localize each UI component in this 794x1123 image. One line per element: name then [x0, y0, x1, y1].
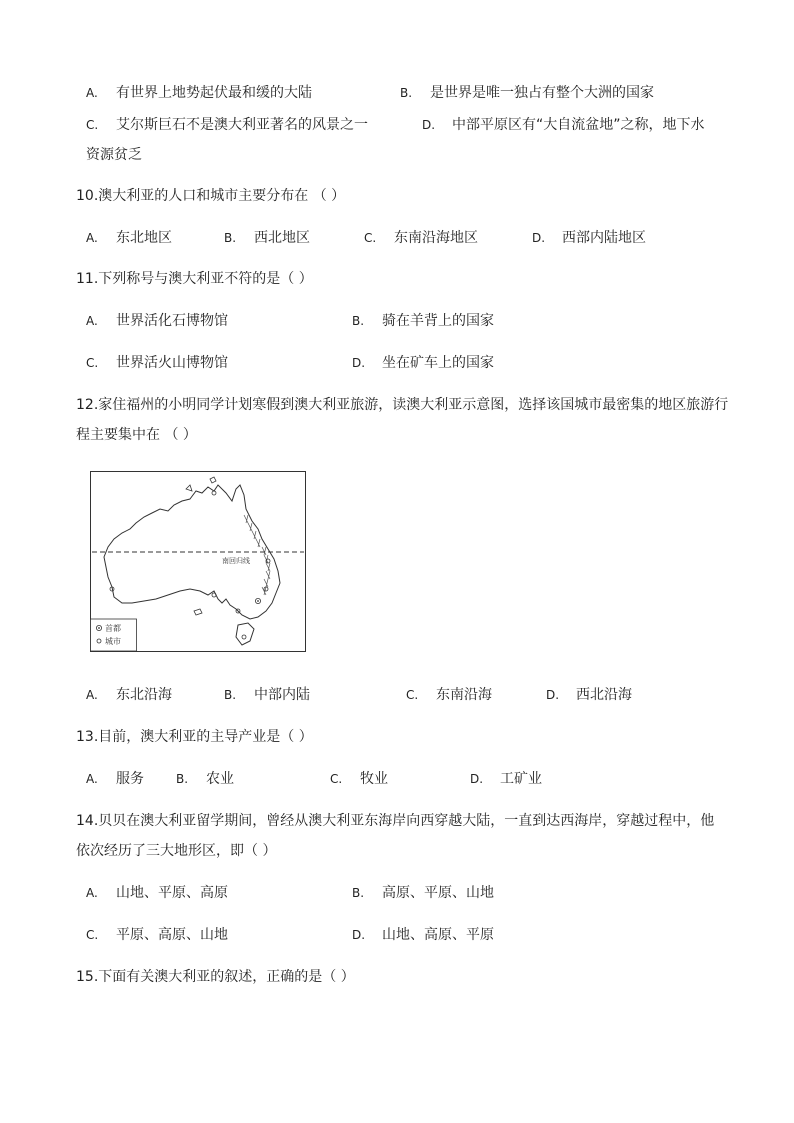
q12-option-c: C. 东南沿海	[406, 687, 492, 703]
tropic-label: 南回归线	[222, 557, 250, 565]
legend-capital-label: 首都	[105, 624, 121, 633]
q11-option-d: D. 坐在矿车上的国家	[352, 355, 494, 371]
q14-option-c: C. 平原、高原、山地	[86, 927, 228, 943]
q15-stem: 15.下面有关澳大利亚的叙述，正确的是（ ）	[76, 969, 355, 985]
q13-option-a: A. 服务	[86, 771, 144, 787]
capital-marker-dot	[257, 600, 259, 602]
legend-city-label: 城市	[105, 637, 121, 646]
q10-option-b: B. 西北地区	[224, 230, 310, 246]
q12-option-b: B. 中部内陆	[224, 687, 310, 703]
q9-option-d-continued: 资源贫乏	[86, 147, 142, 163]
q9-option-c: C. 艾尔斯巨石不是澳大利亚著名的风景之一	[86, 117, 368, 133]
q12-stem-line2: 程主要集中在 （ ）	[76, 427, 197, 443]
q12-option-a: A. 东北沿海	[86, 687, 172, 703]
q14-option-b: B. 高原、平原、山地	[352, 885, 494, 901]
q9-option-a: A. 有世界上地势起伏最和缓的大陆	[86, 85, 312, 101]
q12-stem-line1: 12.家住福州的小明同学计划寒假到澳大利亚旅游，读澳大利亚示意图，选择该国城市最密集的地区旅游行	[76, 397, 729, 413]
q11-option-a: A. 世界活化石博物馆	[86, 313, 228, 329]
circled-dot-icon-center	[98, 627, 100, 629]
q14-option-a: A. 山地、平原、高原	[86, 885, 228, 901]
australia-map	[90, 471, 306, 652]
q10-option-c: C. 东南沿海地区	[364, 230, 478, 246]
q14-stem-line1: 14.贝贝在澳大利亚留学期间，曾经从澳大利亚东海岸向西穿越大陆，一直到达西海岸，穿越过程中，他	[76, 813, 715, 829]
q9-option-b: B. 是世界是唯一独占有整个大洲的国家	[400, 85, 654, 101]
q10-option-a: A. 东北地区	[86, 230, 172, 246]
q10-stem: 10.澳大利亚的人口和城市主要分布在 （ ）	[76, 188, 346, 204]
q13-stem: 13.目前，澳大利亚的主导产业是（ ）	[76, 729, 313, 745]
q11-stem: 11.下列称号与澳大利亚不符的是（ ）	[76, 271, 313, 287]
q13-option-c: C. 牧业	[330, 771, 388, 787]
q14-option-d: D. 山地、高原、平原	[352, 927, 494, 943]
q11-option-c: C. 世界活火山博物馆	[86, 355, 228, 371]
q12-option-d: D. 西北沿海	[546, 687, 632, 703]
q10-option-d: D. 西部内陆地区	[532, 230, 646, 246]
q13-option-b: B. 农业	[176, 771, 234, 787]
q14-stem-line2: 依次经历了三大地形区，即（ ）	[76, 843, 277, 859]
q13-option-d: D. 工矿业	[470, 771, 542, 787]
q9-option-d: D. 中部平原区有“大自流盆地”之称，地下水	[422, 117, 705, 133]
q11-option-b: B. 骑在羊背上的国家	[352, 313, 494, 329]
